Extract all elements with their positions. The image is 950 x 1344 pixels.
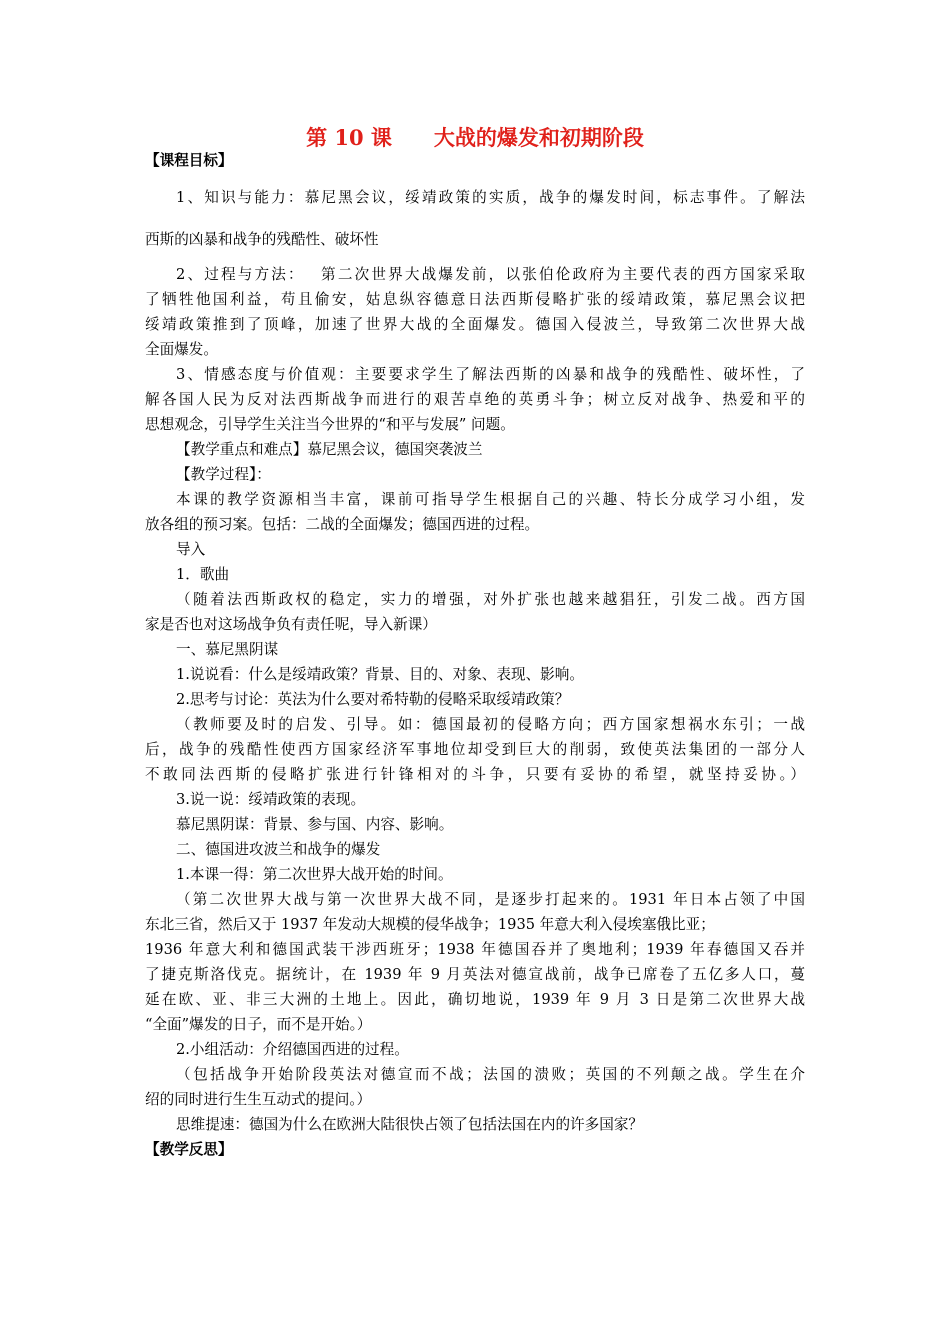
paragraph-line: 家是否也对这场战争负有责任呢，导入新课） (145, 616, 437, 633)
paragraph-line: 全面爆发。 (145, 341, 218, 358)
section-heading-key-points: 【教学重点和难点】慕尼黑会议，德国突袭波兰 (176, 441, 483, 458)
paragraph-line: 思维提速：德国为什么在欧洲大陆很快占领了包括法国在内的许多国家？ (176, 1116, 644, 1133)
paragraph-line: 1.本课一得：第二次世界大战开始的时间。 (176, 866, 453, 883)
paragraph-line: （教师要及时的启发、引导。如：德国最初的侵略方向；西方国家想祸水东引；一战 (176, 716, 805, 733)
paragraph-line: 慕尼黑阴谋：背景、参与国、内容、影响。 (176, 816, 454, 833)
paragraph-line: 思想观念，引导学生关注当今世界的“和平与发展” 问题。 (145, 416, 515, 433)
paragraph-line: 1、知识与能力：慕尼黑会议，绥靖政策的实质，战争的爆发时间，标志事件。了解法 (176, 189, 805, 206)
subheading-munich: 一、慕尼黑阴谋 (176, 641, 279, 658)
paragraph-line: 了捷克斯洛伐克。据统计，在 1939 年 9 月英法对德宣战前，战争已席卷了五亿多人口，蔓 (145, 966, 805, 983)
subheading-intro: 导入 (176, 541, 206, 558)
paragraph-line: （包括战争开始阶段英法对德宣而不战；法国的溃败；英国的不列颠之战。学生在介 (176, 1066, 805, 1083)
paragraph-line: 1936 年意大利和德国武装干涉西班牙；1938 年德国吞并了奥地利；1939 年春德国又吞并 (145, 941, 805, 958)
section-heading-teaching-process: 【教学过程】： (176, 466, 271, 483)
paragraph-line: 3.说一说：绥靖政策的表现。 (176, 791, 366, 808)
lesson-title: 第 10 课 大战的爆发和初期阶段 (306, 125, 644, 150)
paragraph-line: 绍的同时进行生生互动式的提问。） (145, 1091, 372, 1108)
paragraph-line: 1.说说看：什么是绥靖政策？背景、目的、对象、表现、影响。 (176, 666, 584, 683)
paragraph-line: 3、情感态度与价值观：主要要求学生了解法西斯的凶暴和战争的残酷性、破坏性，了 (176, 366, 805, 383)
paragraph-line: 不敢同法西斯的侵略扩张进行针锋相对的斗争，只要有妥协的希望，就坚持妥协。） (145, 766, 805, 783)
paragraph-line: 延在欧、亚、非三大洲的土地上。因此，确切地说，1939 年 9 月 3 日是第二次世界大战 (145, 991, 805, 1008)
paragraph-line: 本课的教学资源相当丰富，课前可指导学生根据自己的兴趣、特长分成学习小组，发 (176, 491, 805, 508)
paragraph-line: 后，战争的残酷性使西方国家经济军事地位却受到巨大的削弱，致使英法集团的一部分人 (145, 741, 805, 758)
section-heading-course-goals: 【课程目标】 (145, 152, 233, 169)
paragraph-line: 西斯的凶暴和战争的残酷性、破坏性 (145, 231, 379, 248)
paragraph-line: （第二次世界大战与第一次世界大战不同，是逐步打起来的。1931 年日本占领了中国 (176, 891, 805, 908)
section-heading-reflection: 【教学反思】 (145, 1141, 233, 1158)
paragraph-line: 东北三省，然后又于 1937 年发动大规模的侵华战争；1935 年意大利入侵埃塞俄比亚； (145, 916, 715, 933)
paragraph-line: “全面”爆发的日子，而不是开始。） (145, 1016, 372, 1033)
paragraph-line: 解各国人民为反对法西斯战争而进行的艰苦卓绝的英勇斗争；树立反对战争、热爱和平的 (145, 391, 805, 408)
paragraph-line: 1．歌曲 (176, 566, 230, 583)
paragraph-line: 2、过程与方法： 第二次世界大战爆发前，以张伯伦政府为主要代表的西方国家采取 (176, 266, 805, 283)
paragraph-line: 绥靖政策推到了顶峰，加速了世界大战的全面爆发。德国入侵波兰，导致第二次世界大战 (145, 316, 805, 333)
subheading-poland: 二、德国进攻波兰和战争的爆发 (176, 841, 381, 858)
paragraph-line: 2.思考与讨论：英法为什么要对希特勒的侵略采取绥靖政策？ (176, 691, 570, 708)
paragraph-line: 了牺牲他国利益，苟且偷安，姑息纵容德意日法西斯侵略扩张的绥靖政策，慕尼黑会议把 (145, 291, 805, 308)
paragraph-line: 放各组的预习案。包括：二战的全面爆发；德国西进的过程。 (145, 516, 540, 533)
paragraph-line: （随着法西斯政权的稳定，实力的增强，对外扩张也越来越猖狂，引发二战。西方国 (176, 591, 805, 608)
paragraph-line: 2.小组活动：介绍德国西进的过程。 (176, 1041, 409, 1058)
